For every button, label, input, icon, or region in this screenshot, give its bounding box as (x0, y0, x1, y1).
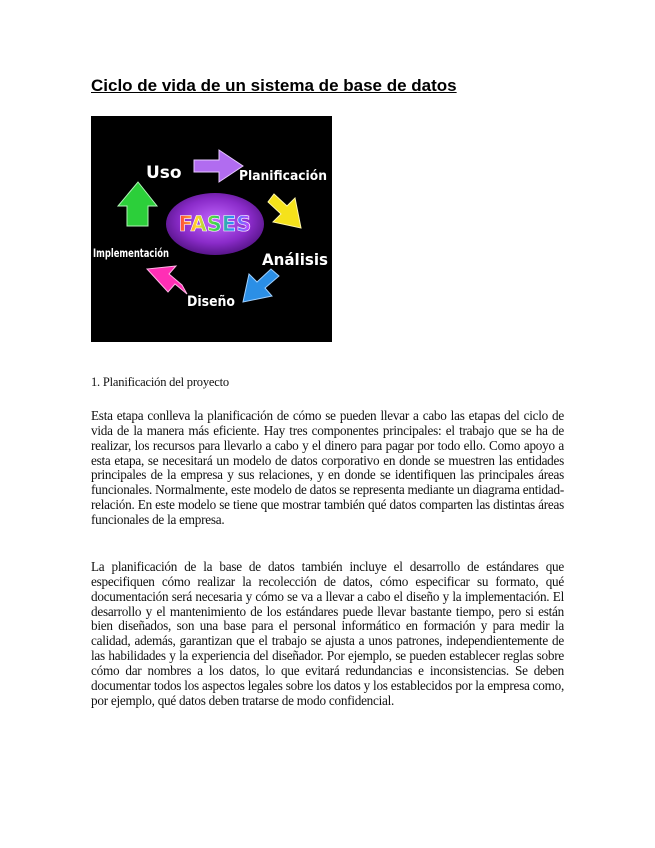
page-title: Ciclo de vida de un sistema de base de datos (91, 76, 457, 95)
phase-label-diseno: Diseño (187, 294, 236, 310)
phase-label-planificacion: Planificación (239, 169, 327, 184)
lifecycle-diagram (91, 116, 332, 342)
arrow-planificacion-analisis-icon (268, 194, 301, 228)
arrow-diseno-implementacion-icon (147, 266, 187, 294)
arrow-uso-planificacion-icon (194, 150, 243, 182)
paragraph: La planificación de la base de datos también incluye el desarrollo de estándares que especifiquen cómo realizar la recolección de datos, cómo especificar su formato, qué documentación será necesaria y cómo se va a llevar a cabo el diseño y la implementación. El desarrollo y el mantenimiento de los estándares puede llevar bastante tiempo, pero si están bien diseñados, son una base para el personal informático en formación y para medir la calidad, además, garantizan que el trabajo se ajusta a unos patrones, independientemente de las habilidades y la experiencia del diseñador. Por ejemplo, se pueden establecer reglas sobre cómo dar nombres a los datos, lo que evitará redundancias e inconsistencias. Se deben documentar todos los aspectos legales sobre los datos y los establecidos por la empresa como, por ejemplo, qué datos deben tratarse de modo confidencial. (91, 559, 564, 708)
phase-label-uso: Uso (146, 163, 182, 183)
arrow-analisis-diseno-icon (243, 269, 279, 302)
phase-label-implementacion: Implementación (93, 246, 169, 260)
paragraph: Esta etapa conlleva la planificación de cómo se pueden llevar a cabo las etapas del ciclo de vida de la manera más eficiente. Hay tres componentes principales: el trabajo que se ha de realizar, los recursos para llevarlo a cabo y el dinero para pagar por todo ello. Como apoyo a esta etapa, se necesitará un modelo de datos corporativo en donde se muestren las entidades principales de la empresa y sus relaciones, y en donde se identifiquen las principales áreas funcionales. Normalmente, este modelo de datos se representa mediante un diagrama entidad-relación. En este modelo se tiene que mostrar también qué datos comparten las distintas áreas funcionales de la empresa. (91, 408, 564, 527)
phase-label-analisis: Análisis (262, 250, 328, 269)
section-heading: 1. Planificación del proyecto (91, 375, 229, 389)
center-label: FASES (178, 212, 252, 236)
arrow-implementacion-uso-icon (118, 182, 157, 226)
lifecycle-figure (91, 116, 332, 342)
